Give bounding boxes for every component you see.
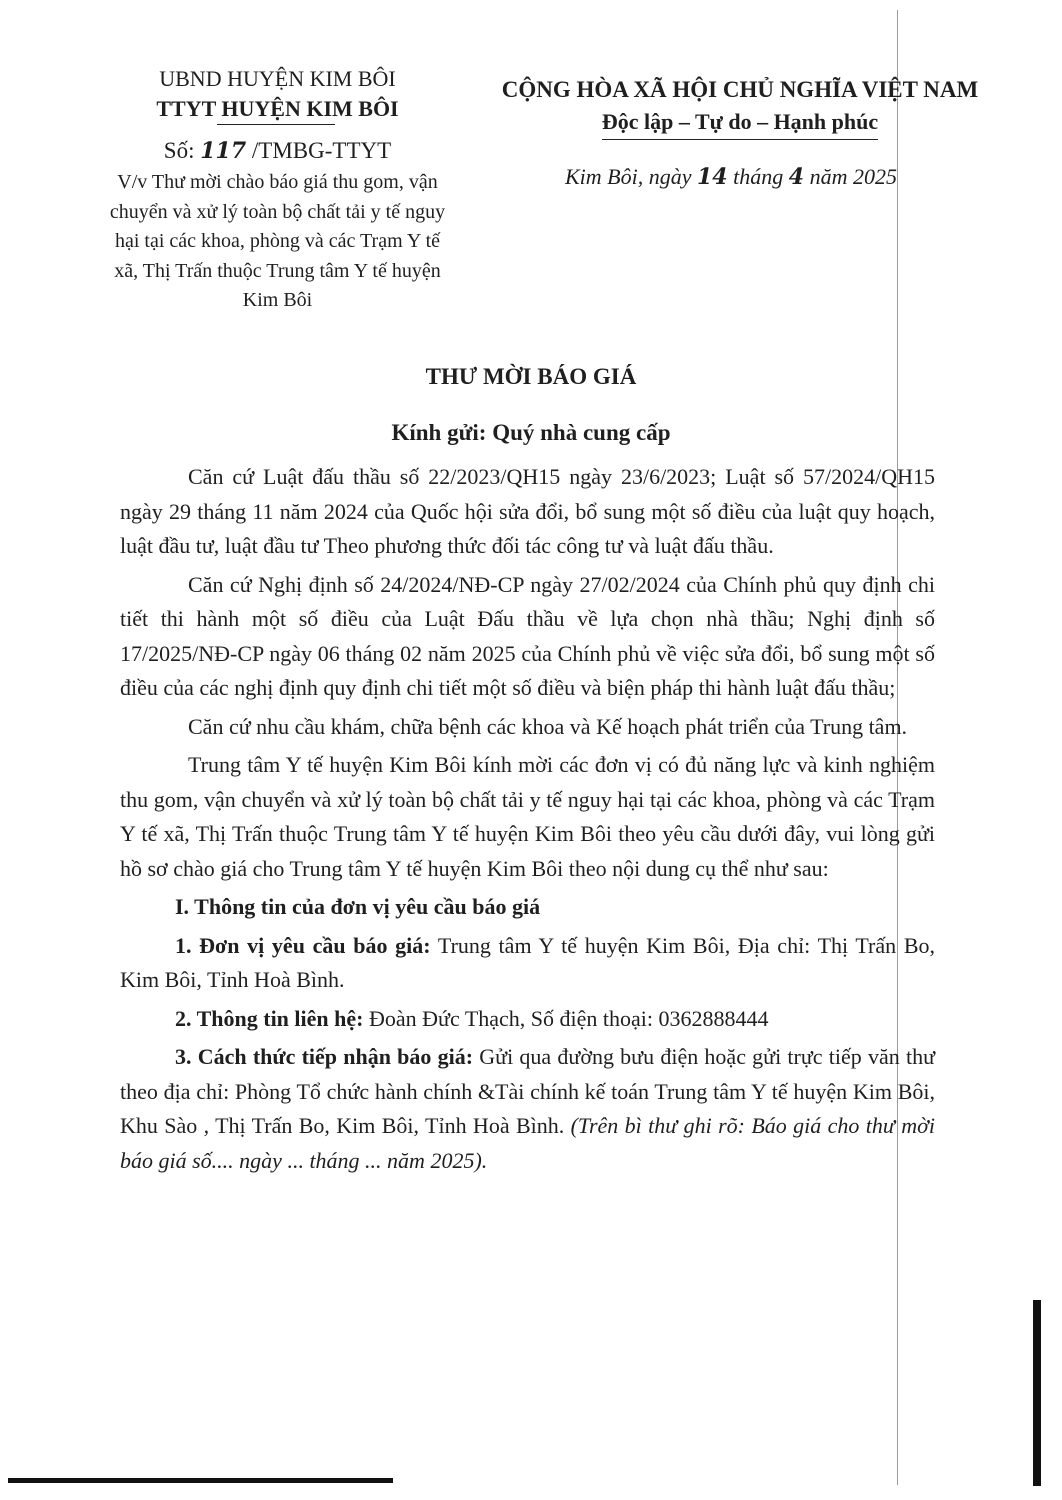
requester-info: 1. Đơn vị yêu cầu báo giá: Trung tâm Y tế huyện Kim Bôi, Địa chỉ: Thị Trấn Bo, Kim Bôi, Tỉnh Hoà Bình. — [120, 932, 935, 992]
greeting: Kính gửi: Quý nhà cung cấp — [391, 420, 671, 445]
legal-basis-3: Căn cứ nhu cầu khám, chữa bệnh các khoa và Kế hoạch phát triển của Trung tâm. — [188, 713, 908, 739]
contact-info: 2. Thông tin liên hệ: Đoàn Đức Thạch, Số điện thoại: 0362888444 — [175, 1005, 769, 1031]
issuing-agency-block — [105, 64, 450, 316]
national-motto: Độc lập – Tự do – Hạnh phúc — [470, 106, 1010, 140]
issuing-agency: TTYT HUYỆN KIM BÔI — [105, 94, 450, 124]
document-subject: V/v Thư mời chào báo giá thu gom, vận chuyển và xử lý toàn bộ chất tải y tế nguy hại tại các khoa, phòng và các Trạm Y tế xã, Thị Trấn thuộc Trung tâm Y tế huyện Kim Bôi — [109, 171, 446, 311]
parent-agency: UBND HUYỆN KIM BÔI — [159, 66, 396, 91]
document-title: THƯ MỜI BÁO GIÁ — [425, 364, 637, 389]
legal-basis-1: Căn cứ Luật đấu thầu số 22/2023/QH15 ngày 23/6/2023; Luật số 57/2024/QH15 ngày 29 tháng 11 năm 2024 của Quốc hội sửa đổi, bổ sung một số điều của luật quy hoạch, luật đầu tư, luật đầu tư Theo phương thức đối tác công tư và luật đấu thầu. — [120, 464, 935, 558]
handwritten-month: 4 — [788, 164, 805, 190]
agency-underline — [217, 124, 335, 125]
handwritten-number: 117 — [200, 138, 247, 164]
handwritten-day: 14 — [697, 164, 728, 190]
invitation-paragraph: Trung tâm Y tế huyện Kim Bôi kính mời các đơn vị có đủ năng lực và kinh nghiệm thu gom, vận chuyển và xử lý toàn bộ chất tải y tế nguy hại tại các khoa, phòng và các Trạm Y tế xã, Thị Trấn thuộc Trung tâm Y tế huyện Kim Bôi theo yêu cầu dưới đây, vui lòng gửi hồ sơ chào giá cho Trung tâm Y tế huyện Kim Bôi theo nội dung cụ thể như sau: — [120, 752, 935, 881]
document-date: Kim Bôi, ngày 14 tháng 4 năm 2025 — [565, 164, 897, 190]
national-header — [470, 74, 1010, 140]
legal-basis-2: Căn cứ Nghị định số 24/2024/NĐ-CP ngày 27/02/2024 của Chính phủ quy định chi tiết thi hành một số điều của Luật Đấu thầu về lựa chọn nhà thầu; Nghị định số 17/2025/NĐ-CP ngày 06 tháng 02 năm 2025 của Chính phủ về việc sửa đổi, bổ sung một số điều của các nghị định quy định chi tiết một số điều và biện pháp thi hành luật đấu thầu; — [120, 571, 935, 700]
scan-edge-right — [1033, 1300, 1041, 1486]
scan-edge-bottom — [8, 1478, 393, 1483]
document-number: Số: 117 /TMBG-TTYT — [163, 138, 392, 164]
document-body — [120, 460, 935, 1182]
section-heading: I. Thông tin của đơn vị yêu cầu báo giá — [175, 894, 541, 919]
submission-method: 3. Cách thức tiếp nhận báo giá: Gửi qua đường bưu điện hoặc gửi trực tiếp văn thư theo địa chỉ: Phòng Tổ chức hành chính &Tài chính kế toán Trung tâm Y tế huyện Kim Bôi, Khu Sào , Thị Trấn Bo, Kim Bôi, Tỉnh Hoà Bình. (Trên bì thư ghi rõ: Báo giá cho thư mời báo giá số.... ngày ... tháng ... năm 2025). — [120, 1044, 936, 1173]
nation-name: CỘNG HÒA XÃ HỘI CHỦ NGHĨA VIỆT NAM — [501, 77, 979, 102]
